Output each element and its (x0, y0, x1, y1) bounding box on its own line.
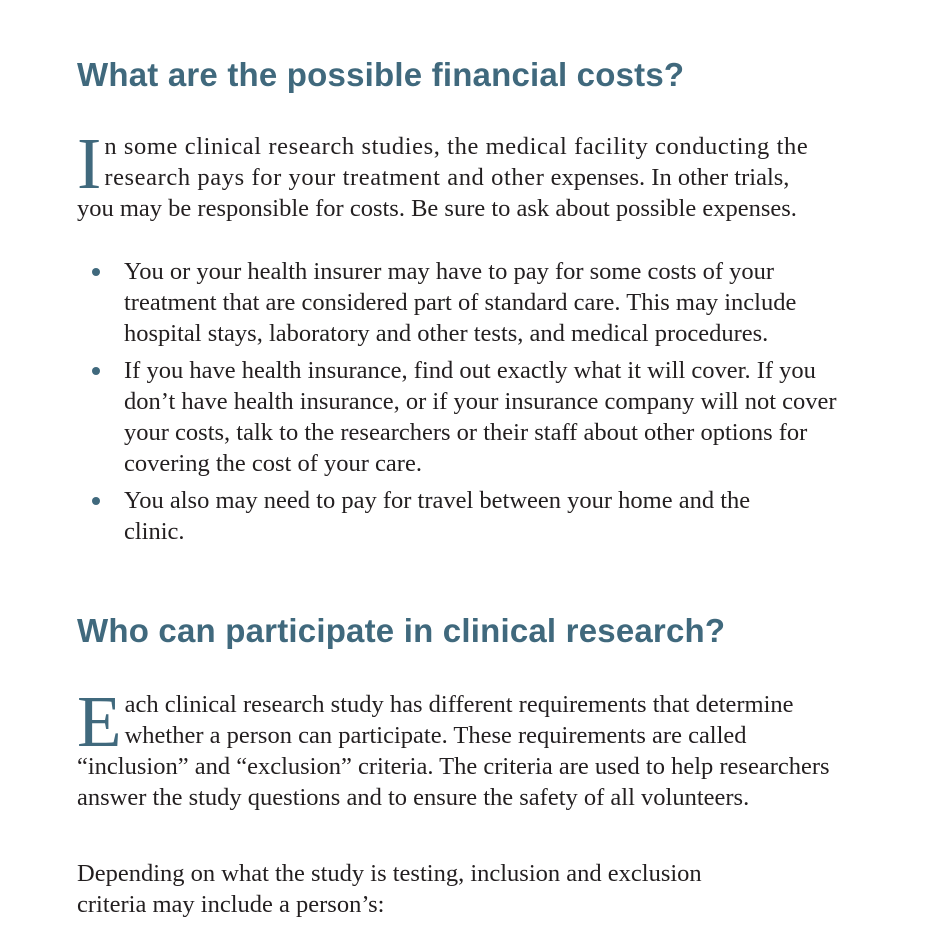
list-item: If you have health insurance, find out exactly what it will cover. If you don’t have health insurance, or if your insurance company will not cover your costs, talk to the researchers or their staff about other options for covering the cost of your care. (77, 355, 847, 479)
section-heading-participation: Who can participate in clinical research? (77, 612, 726, 649)
bullet-icon (92, 367, 100, 375)
list-item: You or your health insurer may have to pay for some costs of your treatment that are considered part of standard care. This may include hospital stays, laboratory and other tests, and medical procedures. (77, 256, 847, 349)
participation-intro-paragraph (77, 681, 832, 813)
costs-intro-lead: n some clinical research studies, the medical facility conducting the research pays for your treatment and other (104, 133, 809, 191)
drop-cap: I (77, 123, 102, 204)
participation-intro-lead: ach clinical research study has different requirements that determine whether a person can participate. These requirements (124, 691, 794, 749)
costs-intro-rest: expenses. In other trials, you may be responsible for costs. Be sure to ask about possible expenses. (77, 164, 797, 222)
costs-intro-paragraph (77, 123, 817, 224)
list-item: You also may need to pay for travel between your home and the clinic. (77, 485, 847, 547)
bullet-icon (92, 497, 100, 505)
bullet-icon (92, 268, 100, 276)
section-heading-costs: What are the possible financial costs? (77, 56, 685, 93)
costs-bullet-list (77, 256, 847, 553)
criteria-paragraph: Depending on what the study is testing, inclusion and exclusion criteria may include a person’s: (77, 860, 702, 918)
drop-cap: E (77, 681, 122, 762)
participation-intro-rest: are called “inclusion” and “exclusion” criteria. The criteria are used to help researchers answer the study questions and to ensure the safety of all volunteers. (77, 722, 830, 811)
